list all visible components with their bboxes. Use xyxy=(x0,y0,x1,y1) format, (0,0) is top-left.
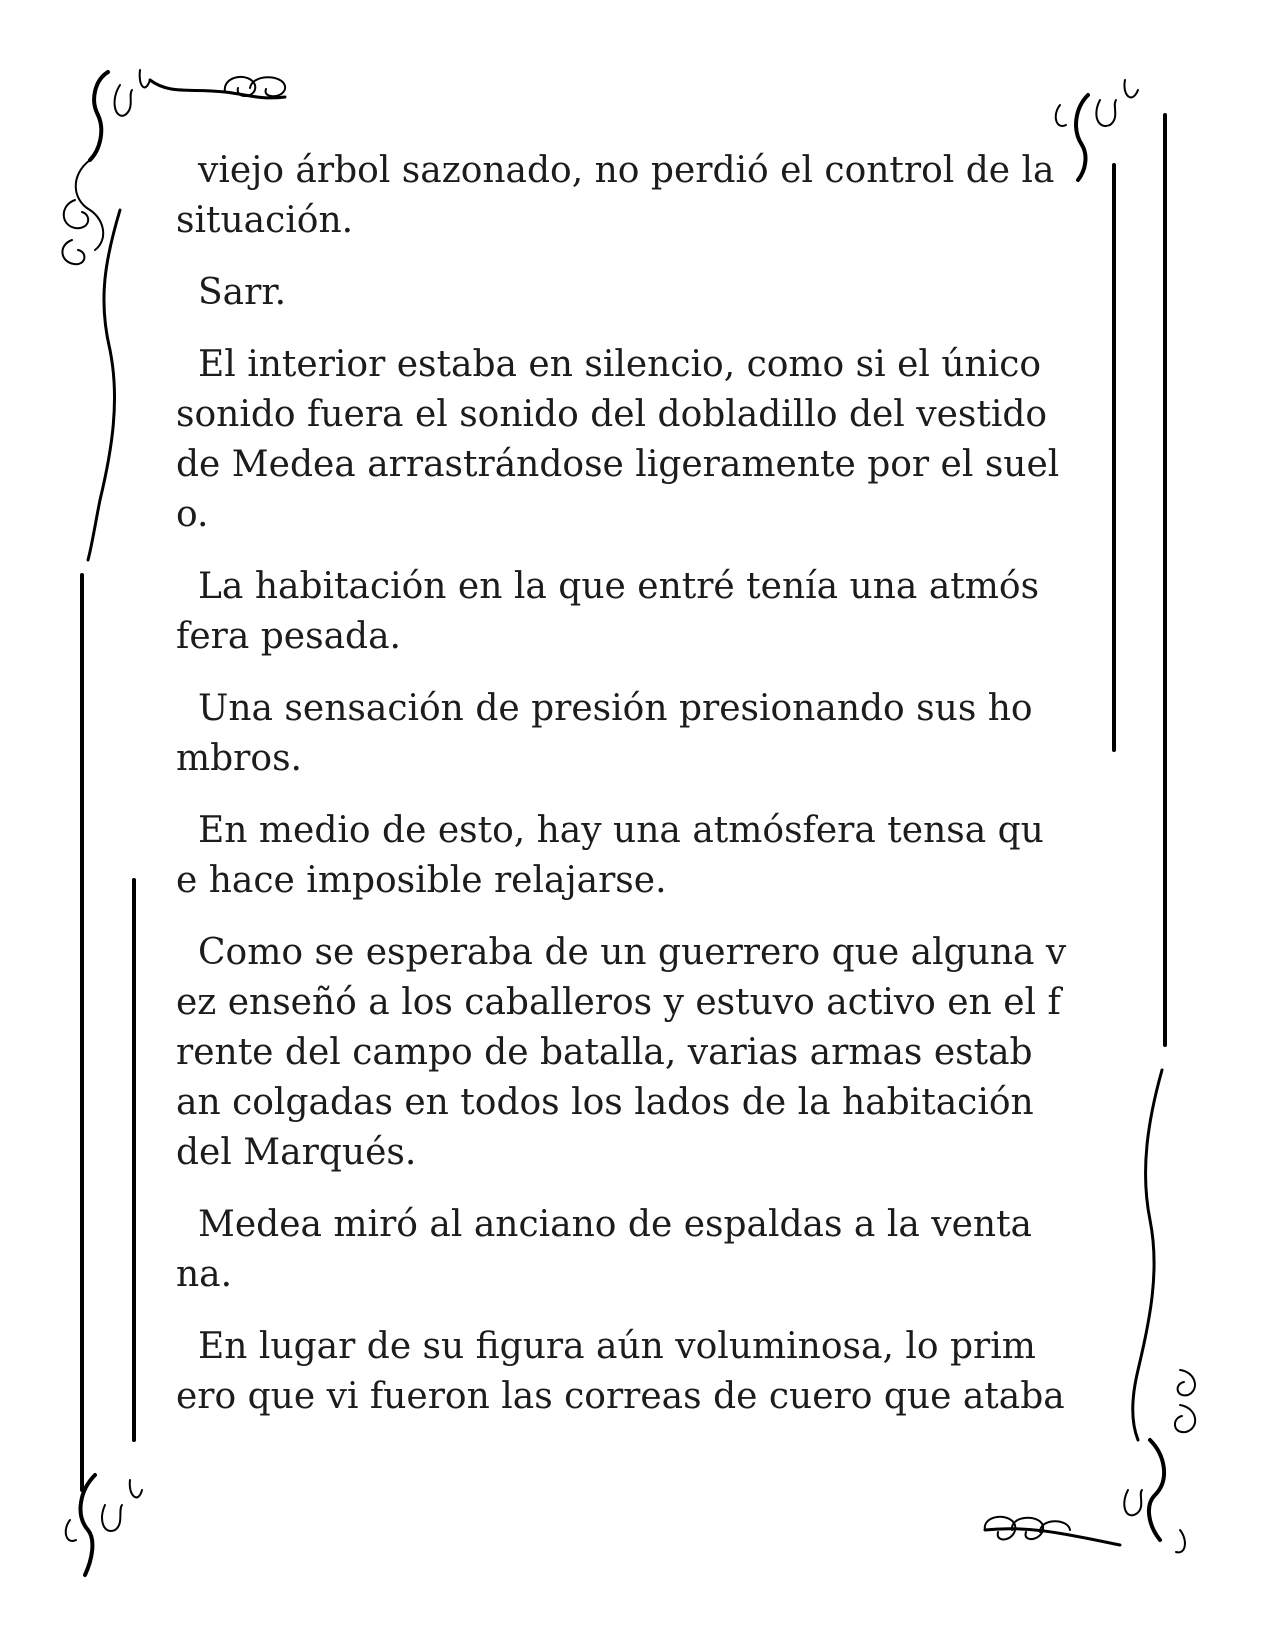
paragraph xyxy=(176,806,1116,906)
paragraph xyxy=(176,562,1116,662)
text-line: del Marqués. xyxy=(176,1132,417,1173)
paragraph xyxy=(176,146,1116,246)
text-line: La habitación en la que entré tenía una atmós xyxy=(198,566,1040,607)
text-line: fera pesada. xyxy=(176,616,401,657)
paragraph xyxy=(176,1322,1116,1422)
paragraph xyxy=(176,340,1116,540)
text-line: mbros. xyxy=(176,738,302,779)
text-line: de Medea arrastrándose ligeramente por el suel xyxy=(176,444,1060,485)
text-line: sonido fuera el sonido del dobladillo del vestido xyxy=(176,394,1048,435)
text-line: Sarr. xyxy=(198,272,287,313)
page-text xyxy=(176,146,1116,1444)
text-line: na. xyxy=(176,1254,233,1295)
text-line: ero que vi fueron las correas de cuero que ataba xyxy=(176,1376,1065,1417)
paragraph xyxy=(176,268,1116,318)
text-line: El interior estaba en silencio, como si el único xyxy=(198,344,1042,385)
text-line: En medio de esto, hay una atmósfera tensa qu xyxy=(198,810,1044,851)
text-line: Medea miró al anciano de espaldas a la venta xyxy=(198,1204,1033,1245)
text-line: rente del campo de batalla, varias armas estab xyxy=(176,1032,1033,1073)
text-line: an colgadas en todos los lados de la habitación xyxy=(176,1082,1034,1123)
text-line: En lugar de su figura aún voluminosa, lo prim xyxy=(198,1326,1036,1367)
text-line: e hace imposible relajarse. xyxy=(176,860,667,901)
text-line: Una sensación de presión presionando sus ho xyxy=(198,688,1033,729)
text-line: viejo árbol sazonado, no perdió el control de la xyxy=(198,150,1055,191)
paragraph xyxy=(176,928,1116,1178)
paragraph xyxy=(176,684,1116,784)
text-line: situación. xyxy=(176,200,354,241)
text-line: ez enseñó a los caballeros y estuvo activo en el f xyxy=(176,982,1061,1023)
text-line: o. xyxy=(176,494,209,535)
paragraph xyxy=(176,1200,1116,1300)
text-line: Como se esperaba de un guerrero que alguna v xyxy=(198,932,1067,973)
bottom-left-flourish-icon xyxy=(66,1475,142,1575)
